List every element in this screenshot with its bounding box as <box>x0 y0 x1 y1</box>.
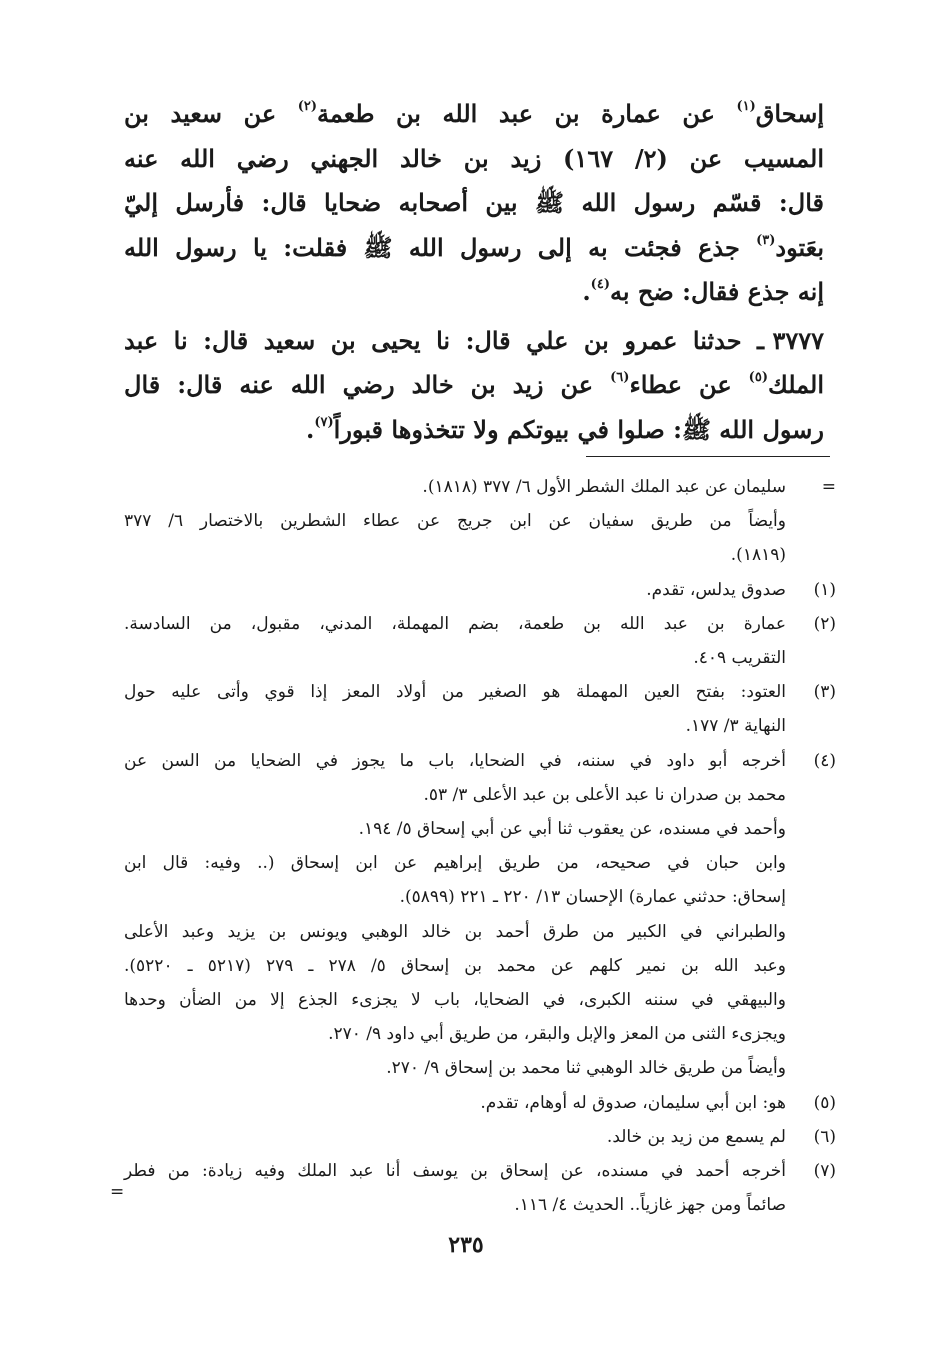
text-line: الملك$^{(٥)}$ عن عطاء$^{(٦)}$ عن زيد بن خالد رضي الله عنه قال: قال <box>124 370 824 399</box>
footnote-separator <box>586 456 830 457</box>
footnote-marker: (١) <box>813 579 836 600</box>
footnote-line: (١٨١٩). <box>730 545 786 566</box>
footnote-ref[interactable]: (٥) <box>748 370 768 385</box>
footnote-ref[interactable]: (٣) <box>756 232 776 248</box>
main-text <box>124 92 824 452</box>
footnote-ref[interactable]: (٢) <box>297 99 318 114</box>
footnote-3 <box>124 675 836 743</box>
hadith-number: ٣٧٧٧ ـ <box>757 325 824 355</box>
footnote-line: عمارة بن عبد الله بن طعمة، بضم المهملة، المدني، مقبول، من السادسة. <box>124 613 786 634</box>
footnote-line: صائماً ومن جهز غازياً.. الحديث ٤/ ١١٦. <box>514 1195 786 1216</box>
footnote-marker: = <box>821 477 836 497</box>
text-line: قال: قسّم رسول الله ﷺ بين أصحابه ضحايا قال: فأرسل إليّ <box>124 188 824 217</box>
continuation-mark: = <box>110 1182 125 1202</box>
hadith-continuation <box>124 92 824 315</box>
footnote-line: التقريب ٤٠٩. <box>693 648 786 669</box>
text-line: المسيب عن (٢/ ١٦٧) زيد بن خالد الجهني رضي الله عنه <box>124 143 825 173</box>
footnote-line: إسحاق: حدثني عمارة) الإحسان ١٣/ ٢٢٠ ـ ٢٢١ (٥٨٩٩). <box>399 887 786 908</box>
footnote-5 <box>124 1086 836 1120</box>
footnote-line: وابن حبان في صحيحه، من طريق إبراهيم عن ابن إسحاق (.. وفيه: قال ابن <box>124 853 786 874</box>
footnote-marker: (٤) <box>813 750 836 771</box>
footnote-ref[interactable]: (٦) <box>610 370 630 385</box>
footnote-line: وأيضاً من طريق خالد الوهبي ثنا محمد بن إسحاق ٩/ ٢٧٠. <box>386 1058 786 1079</box>
hadith-text: حدثنا عمرو بن علي قال: نا يحيى بن سعيد قال: نا عبد <box>124 325 742 355</box>
text-line <box>124 319 824 364</box>
footnote-line: ويجزىء الثنى من المعز والإبل والبقر، من طريق أبي داود ٩/ ٢٧٠. <box>328 1024 786 1045</box>
footnote-line: سليمان عن عبد الملك الشطر الأول ٦/ ٣٧٧ (١٨١٨). <box>422 477 786 497</box>
footnote-marker: (٢) <box>813 613 836 634</box>
text-line: بعَتود$^{(٣)}$ جذع فجئت به إلى رسول الله ﷺ فقلت: يا رسول الله <box>124 232 824 262</box>
footnote-line: محمد بن صدران نا عبد الأعلى بن عبد الأعلى ٣/ ٥٣. <box>423 784 786 805</box>
footnote-ref[interactable]: (٤) <box>590 277 610 292</box>
footnote-line: وأحمد في مسنده، عن يعقوب ثنا أبي عن أبي إسحاق ٥/ ١٩٤. <box>358 819 786 840</box>
footnote-ref[interactable]: (١) <box>736 99 756 114</box>
footnote-continued <box>124 470 836 573</box>
text-line: إنه جذع فقال: ضح به$^{(٤)}$. <box>582 277 824 306</box>
page-number: ٢٣٥ <box>448 1232 484 1258</box>
footnote-marker: (٦) <box>813 1126 836 1147</box>
hadith-3777 <box>124 319 824 453</box>
footnote-1 <box>124 573 836 607</box>
text-line: إسحاق$^{(١)}$ عن عمارة بن عبد الله بن طعمة$^{(٢)}$ عن سعيد بن <box>124 99 824 128</box>
footnote-line: أخرجه أبو داود في سننه، في الضحايا، باب ما يجوز في الضحايا من السن عن <box>124 750 786 771</box>
footnote-line: والطبراني في الكبير من طرق أحمد بن خالد الوهبي ويونس بن يزيد وعبد الأعلى <box>124 921 786 942</box>
text-line: رسول الله ﷺ: صلوا في بيوتكم ولا تتخذوها قبوراً$^{(٧)}$. <box>306 414 824 444</box>
footnote-4 <box>124 744 836 1086</box>
footnote-6 <box>124 1120 836 1154</box>
footnote-line: والبيهقي في سننه الكبرى، في الضحايا، باب لا يجزىء الجذع إلا من الضأن وحدها <box>124 990 786 1011</box>
footnote-line: العتود: بفتح العين المهملة هو الصغير من أولاد المعز إذا قوي وأتى عليه حول <box>124 682 786 703</box>
footnote-marker: (٣) <box>813 682 836 703</box>
footnote-line: أخرجه أحمد في مسنده، عن إسحاق بن يوسف أنا عبد الملك وفيه زيادة: من فطر <box>124 1161 786 1182</box>
footnote-line: لم يسمع من زيد بن خالد. <box>606 1126 786 1147</box>
footnote-line: وأيضاً من طريق سفيان عن ابن جريج عن عطاء الشطرين بالاختصار ٦/ ٣٧٧ <box>124 511 786 532</box>
footnote-2 <box>124 607 836 675</box>
footnote-7 <box>124 1154 836 1222</box>
footnote-ref[interactable]: (٧) <box>314 414 334 430</box>
footnote-line: هو: ابن أبي سليمان، صدوق له أوهام، تقدم. <box>480 1092 786 1113</box>
footnote-marker: (٧) <box>813 1161 836 1182</box>
footnotes <box>124 470 836 1222</box>
footnote-line: وعبد الله بن نمير كلهم عن محمد بن إسحاق ٥/ ٢٧٨ ـ ٢٧٩ (٥٢١٧ ـ ٥٢٢٠). <box>124 955 786 976</box>
footnote-line: صدوق يدلس، تقدم. <box>646 579 786 600</box>
footnote-marker: (٥) <box>813 1092 836 1113</box>
footnote-line: النهاية ٣/ ١٧٧. <box>685 716 786 737</box>
